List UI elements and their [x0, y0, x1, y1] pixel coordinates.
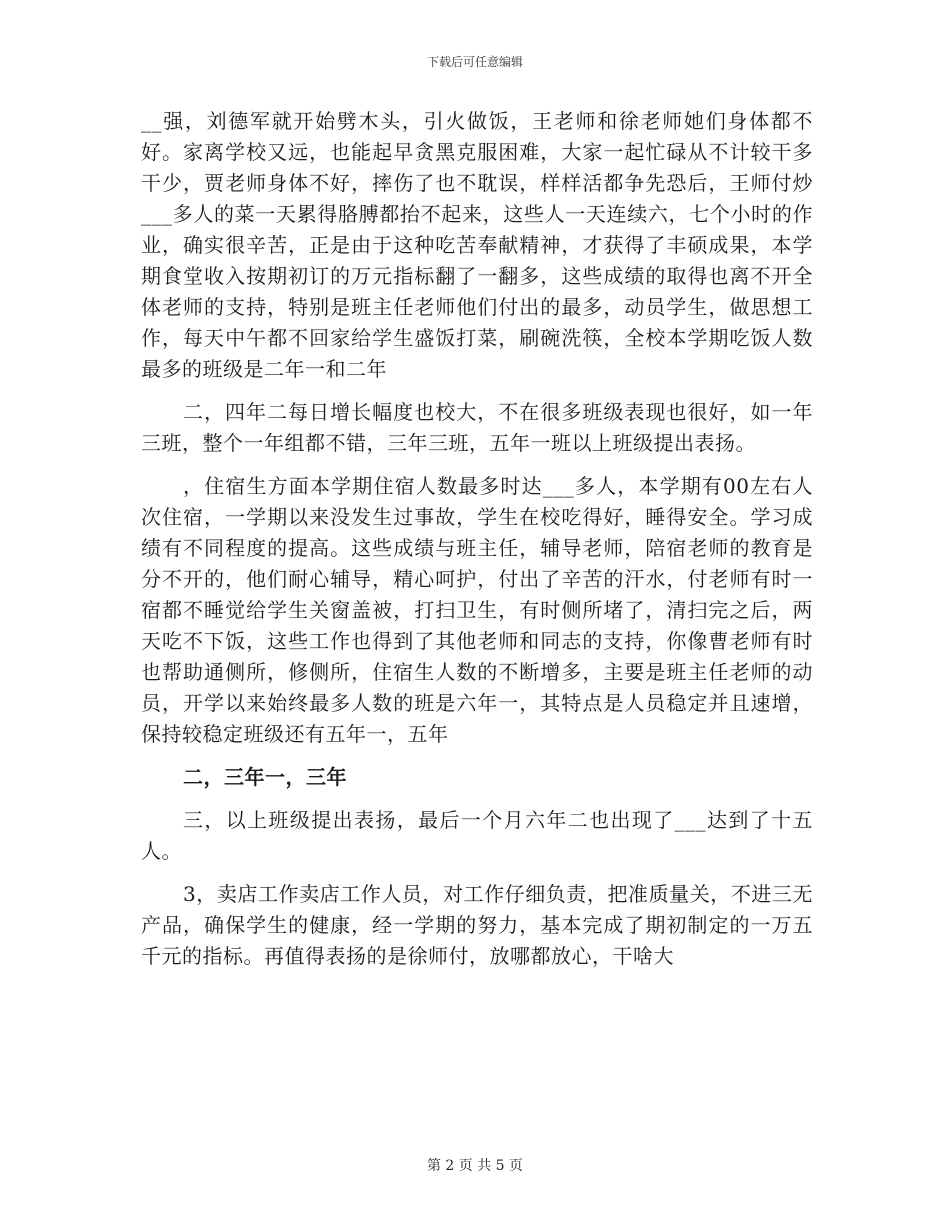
paragraph-boarding: ，住宿生方面本学期住宿人数最多时达___多人，本学期有00左右人次住宿，一学期以来没发生过事故，学生在校吃得好，睡得安全。学习成绩有不同程度的提高。这些成绩与班主任，辅导老师，陪宿老师的教育是分不开的，他们耐心辅导，精心呵护，付出了辛苦的汗水，付老师有时一宿都不睡觉给学生关窗盖被，打扫卫生，有时侧所堵了，清扫完之后，两天吃不下饭，这些工作也得到了其他老师和同志的支持，你像曹老师有时也帮助通侧所，修侧所，住宿生人数的不断增多，主要是班主任老师的动员，开学以来始终最多人数的班是六年一，其特点是人员稳定并且速增，保持较稳定班级还有五年一，五年: [141, 474, 813, 746]
paragraph-grade-list: 二，三年一，三年: [183, 765, 347, 789]
paragraph-praise-sixth-grade: 三，以上班级提出表扬，最后一个月六年二也出现了___达到了十五人。: [141, 808, 813, 863]
page-number: 第 2 页 共 5 页: [426, 1158, 524, 1174]
paragraph-store: 3，卖店工作卖店工作人员，对工作仔细负责，把准质量关，不进三无产品，确保学生的健康，经一学期的努力，基本完成了期初制定的一万五千元的指标。再值得表扬的是徐师付，放哪都放心，干啥大: [141, 882, 813, 968]
page-header-note: 下载后可任意编辑: [426, 55, 523, 69]
paragraph-class-praise: 二，四年二每日增长幅度也校大，不在很多班级表现也很好，如一年三班，整个一年组都不错，三年三班，五年一班以上班级提出表扬。: [141, 400, 813, 455]
paragraph-canteen: __强，刘德军就开始劈木头，引火做饭，王老师和徐老师她们身体都不好。家离学校又远，也能起早贪黑克服困难，大家一起忙碌从不计较干多干少，贾老师身体不好，摔伤了也不耽误，样样活都争先恐后，王师付炒___多人的菜一天累得胳膊都抬不起来，这些人一天连续六，七个小时的作业，确实很辛苦，正是由于这种吃苦奉献精神，才获得了丰硕成果，本学期食堂收入按期初订的万元指标翻了一翻多，这些成绩的取得也离不开全体老师的支持，特别是班主任老师他们付出的最多，动员学生，做思想工作，每天中午都不回家给学生盛饭打菜，刷碗洗筷，全校本学期吃饭人数最多的班级是二年一和二年: [141, 109, 813, 381]
document-body: [141, 106, 813, 984]
